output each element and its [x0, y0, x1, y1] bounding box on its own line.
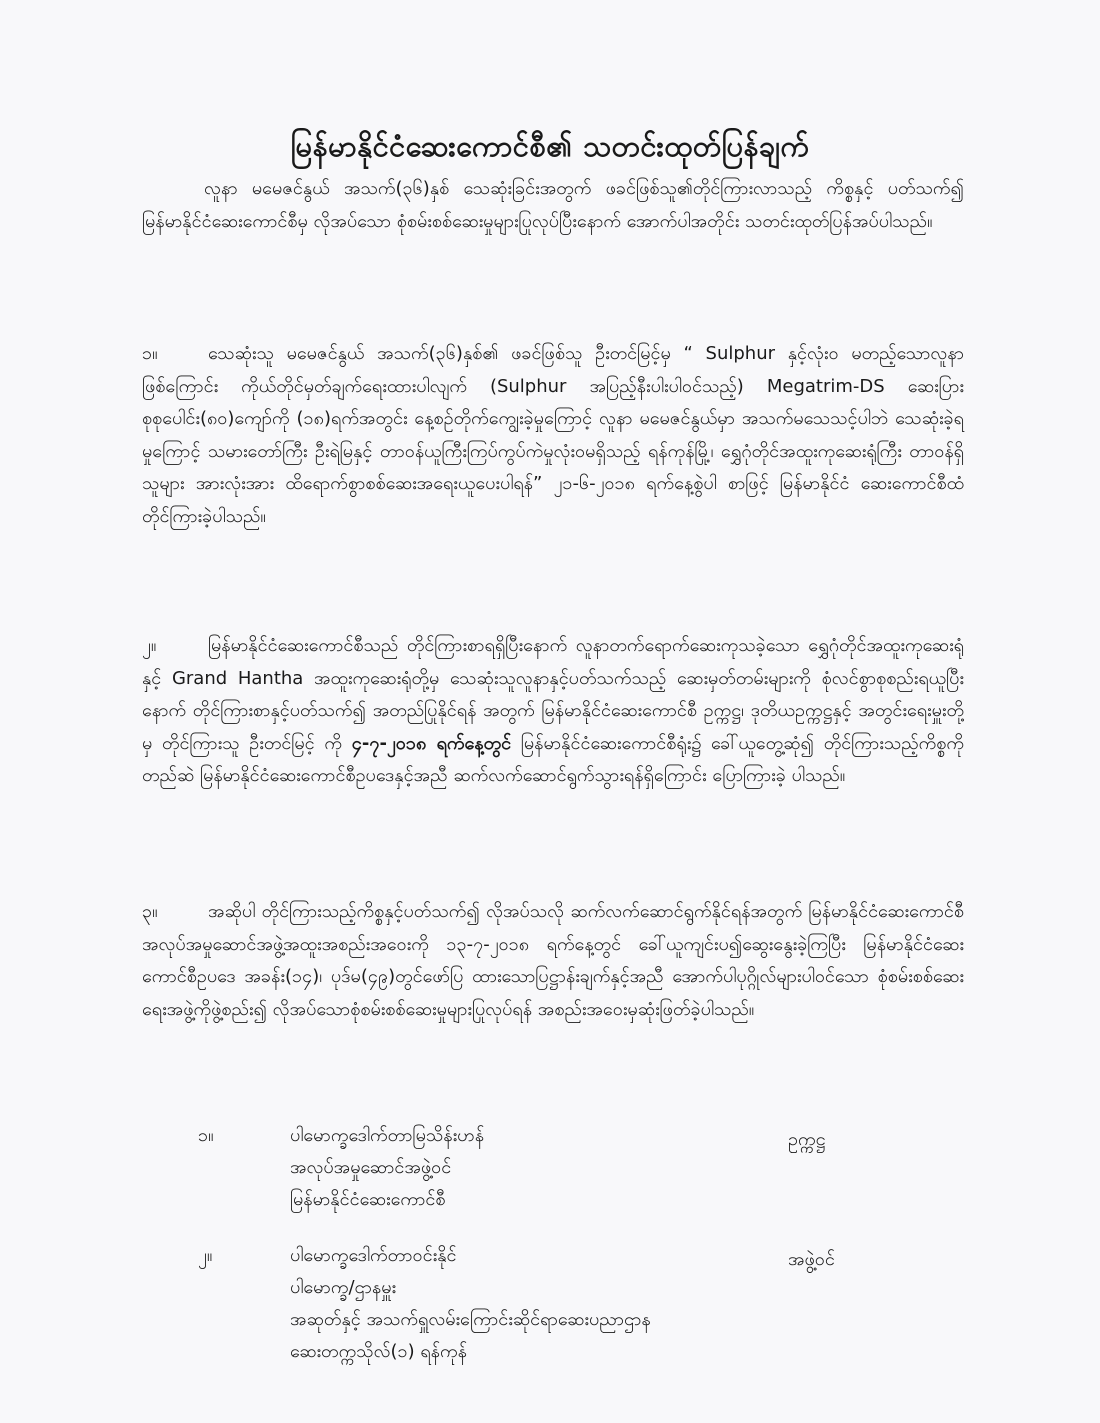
member-organization: မြန်မာနိုင်ငံဆေးကောင်စီ	[290, 1189, 446, 1210]
paragraph-number: ၃။	[142, 901, 158, 922]
paragraph-number: ၁။	[142, 343, 158, 364]
paragraph-text: သေဆုံးသူ မမေဇင်နွယ် အသက်(၃၆)နှစ်၏ ဖခင်ဖြစ်သူ ဦးတင်မြင့်မှ “ Sulphur နှင့်လုံးဝ မတည့်သောလူနာဖြစ်ကြောင်း ကိုယ်တိုင်မှတ်ချက်ရေးထားပါလျက် (Sulphur အပြည့်နီးပါးပါဝင်သည့်) Megatrim-DS ဆေးပြား စုစုပေါင်း(၈၀)ကျော်ကို (၁၈)ရက်အတွင်း နေ့စဉ်တိုက်ကျွေးခဲ့မှုကြောင့် လူနာ မမေဇင်နွယ်မှာ အသက်မသေသင့်ပါဘဲ သေဆုံးခဲ့ရမှုကြောင့် သမားတော်ကြီး ဦးရဲမြနှင့် တာဝန်ယူကြီးကြပ်ကွပ်ကဲမှုလုံးဝမရှိသည့် ရန်ကုန်မြို့၊ ရွှေဂုံတိုင်အထူးကုဆေးရုံကြီး တာဝန်ရှိသူများ အားလုံးအား ထိရောက်စွာစစ်ဆေးအရေးယူပေးပါရန်” ၂၁-၆-၂၀၁၈ ရက်နေ့စွဲပါ စာဖြင့် မြန်မာနိုင်ငံ ဆေးကောင်စီထံ တိုင်ကြားခဲ့ပါသည်။	[142, 343, 964, 527]
member-number: ၂။	[198, 1245, 213, 1266]
paragraph-text: အဆိုပါ တိုင်ကြားသည့်ကိစ္စနှင့်ပတ်သက်၍ လိုအပ်သလို ဆက်လက်ဆောင်ရွက်နိုင်ရန်အတွက် မြန်မာနိုင်ငံဆေးကောင်စီ အလုပ်အမှုဆောင်အဖွဲ့အထူးအစည်းအဝေးကို ၁၃-၇-၂၀၁၈ ရက်နေ့တွင် ခေါ်ယူကျင်းပ၍ဆွေးနွေးခဲ့ကြပြီး မြန်မာနိုင်ငံဆေးကောင်စီဥပဒေ အခန်း(၁၄)၊ ပုဒ်မ(၄၉)တွင်ဖော်ပြ ထားသောပြဋ္ဌာန်းချက်နှင့်အညီ အောက်ပါပုဂ္ဂိုလ်များပါဝင်သော စုံစမ်းစစ်ဆေးရေးအဖွဲ့ကိုဖွဲ့စည်း၍ လိုအပ်သောစုံစမ်းစစ်ဆေးမှုများပြုလုပ်ရန် အစည်းအဝေးမှဆုံးဖြတ်ခဲ့ပါသည်။	[142, 901, 964, 1020]
member-organization: ဆေးတက္ကသိုလ်(၁) ရန်ကုန်	[290, 1341, 467, 1362]
member-title: အလုပ်အမှုဆောင်အဖွဲ့ဝင်	[290, 1157, 452, 1178]
member-name: ပါမောက္ခဒေါက်တာမြသိန်းဟန်	[290, 1125, 485, 1146]
member-role: အဖွဲ့ဝင်	[788, 1249, 835, 1270]
paragraph-1	[142, 338, 964, 533]
member-number: ၁။	[198, 1125, 214, 1146]
document-title: မြန်မာနိုင်ငံဆေးကောင်စီ၏ သတင်းထုတ်ပြန်ချက်	[290, 129, 810, 163]
text-segment: မြန်မာနိုင်ငံဆေးကောင်စီရုံး၌ ခေါ်ယူတွေ့ဆုံ၍ တိုင်ကြားသည့်ကိစ္စကို တည်ဆဲ မြန်မာနိုင်ငံဆေးကောင်စီဥပဒေနှင့်အညီ ဆက်လက်ဆောင်ရွက်သွားရန်ရှိကြောင်း ပြောကြားခဲ့ ပါသည်။	[142, 732, 964, 786]
text-segment: မြန်မာနိုင်ငံဆေးကောင်စီသည် တိုင်ကြားစာရရှိပြီးနောက် လူနာတက်ရောက်ဆေးကုသခဲ့သော ရွှေဂုံတိုင်အထူးကုဆေးရုံနှင့် Grand Hantha အထူးကုဆေးရုံတို့မှ သေဆုံးသူလူနာနှင့်ပတ်သက်သည့် ဆေးမှတ်တမ်းများကို စုံလင်စွာစုစည်းရယူပြီးနောက် တိုင်ကြားစာနှင့်ပတ်သက်၍ အတည်ပြုနိုင်ရန် အတွက် မြန်မာနိုင်ငံဆေးကောင်စီ ဥက္ကဋ္ဌ၊ ဒုတိယဥက္ကဋ္ဌနှင့် အတွင်းရေးမှူးတို့မှ တိုင်ကြားသူ ဦးတင်မြင့် ကို	[142, 635, 964, 754]
paragraph-number: ၂။	[142, 635, 157, 656]
member-role: ဥက္ကဋ္ဌ	[788, 1129, 826, 1150]
intro-paragraph: လူနာ မမေဇင်နွယ် အသက်(၃၆)နှစ် သေဆုံးခြင်းအတွက် ဖခင်ဖြစ်သူ၏တိုင်ကြားလာသည့် ကိစ္စနှင့် ပတ်သက်၍ မြန်မာနိုင်ငံဆေးကောင်စီမှ လိုအပ်သော စုံစမ်းစစ်ဆေးမှုများပြုလုပ်ပြီးနောက် အောက်ပါအတိုင်း သတင်းထုတ်ပြန်အပ်ပါသည်။	[142, 178, 964, 232]
committee-member-2	[198, 1240, 918, 1368]
paragraph-3	[142, 896, 964, 1026]
paragraph-2	[142, 630, 964, 793]
member-title: ပါမောက္ခ/ဌာနမှူး	[290, 1277, 397, 1298]
member-department: အဆုတ်နှင့် အသက်ရှူလမ်းကြောင်းဆိုင်ရာဆေးပညာဌာန	[290, 1309, 651, 1330]
bold-date: ၄-၇-၂၀၁၈ ရက်နေ့တွင်	[351, 732, 512, 754]
paragraph-text	[142, 630, 964, 793]
member-name: ပါမောက္ခဒေါက်တာဝင်းနိုင်	[290, 1245, 457, 1266]
committee-member-1	[198, 1120, 918, 1216]
